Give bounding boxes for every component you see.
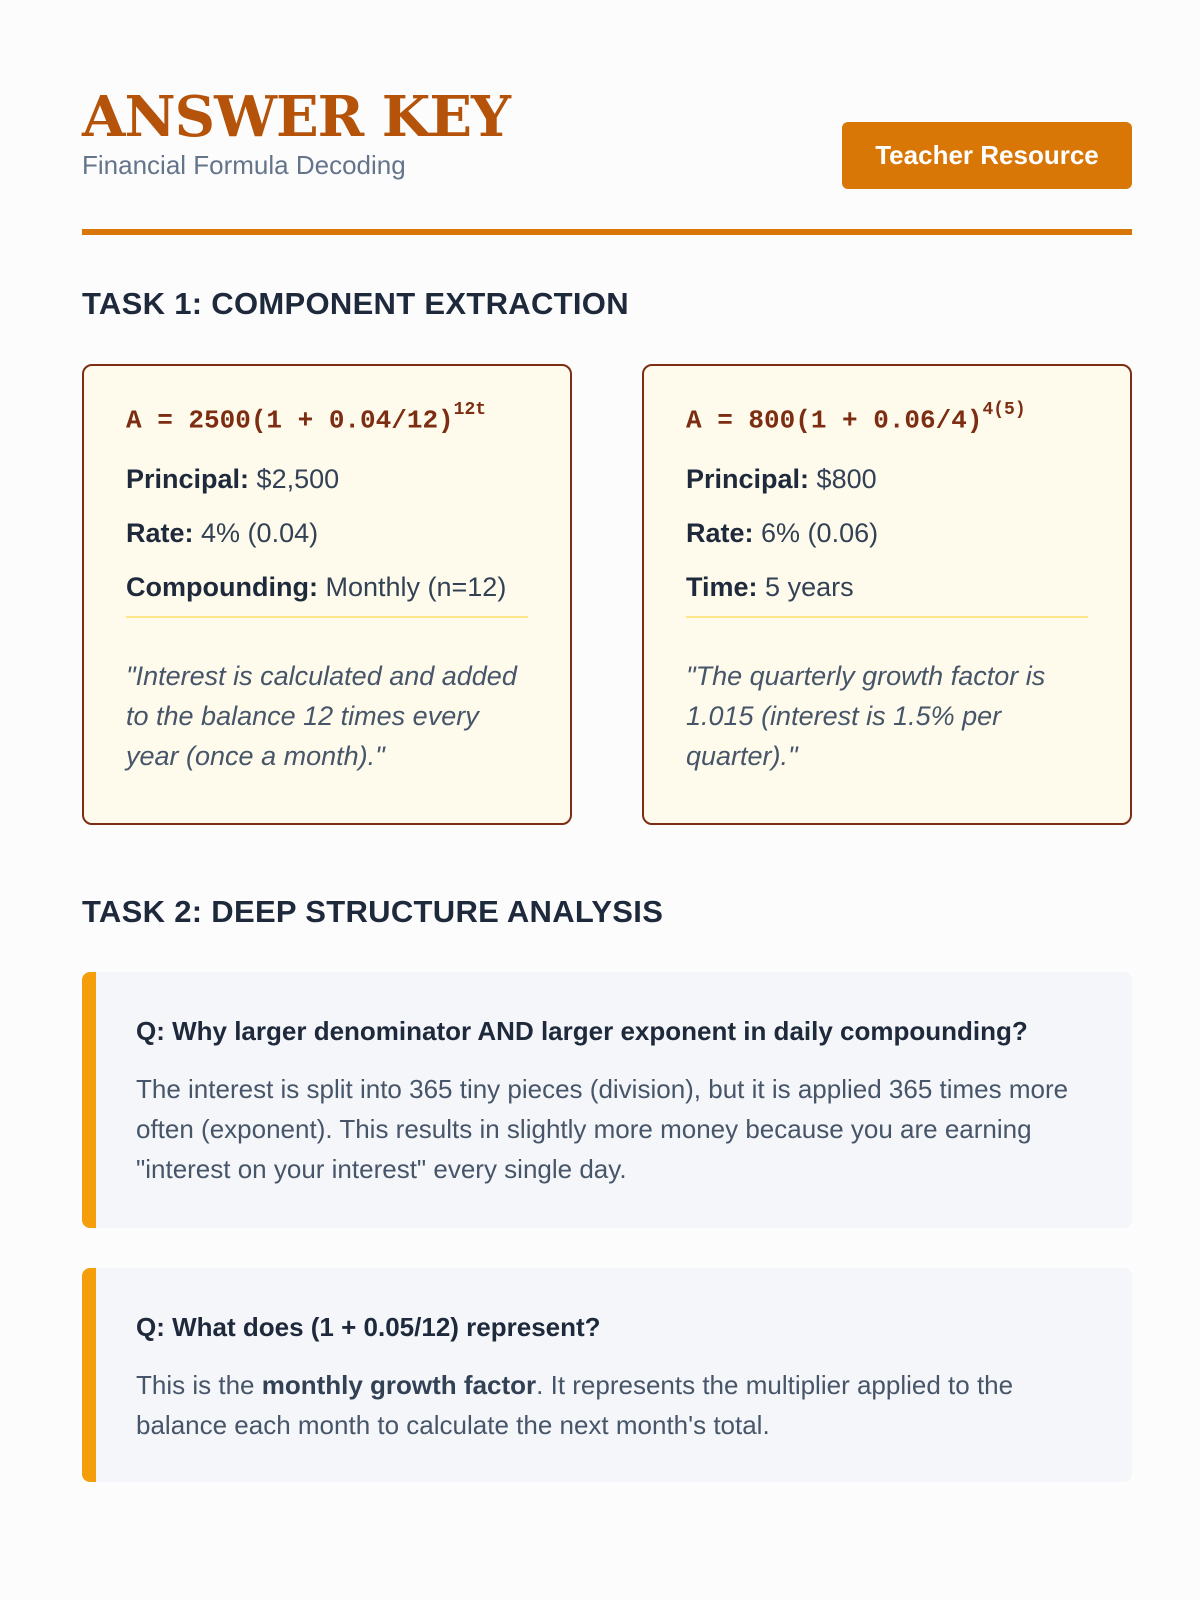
formula-base: A = 800(1 + 0.06/4) bbox=[686, 405, 983, 436]
answer-emphasis: monthly growth factor bbox=[261, 1370, 537, 1400]
formula-exponent: 12t bbox=[453, 400, 487, 420]
qa-answer bbox=[136, 1365, 1092, 1445]
field-label: Time: bbox=[686, 572, 758, 602]
field-value: 5 years bbox=[765, 572, 854, 602]
card-quote: "Interest is calculated and added to the balance 12 times every year (once a month)." bbox=[126, 661, 517, 771]
qa-question: Q: What does (1 + 0.05/12) represent? bbox=[136, 1312, 601, 1342]
answer-text: . It represents the multiplier applied to the balance each month to calculate the next month's total. bbox=[136, 1370, 1014, 1440]
field-label: Compounding: bbox=[126, 572, 318, 602]
qa-block bbox=[82, 1268, 1132, 1482]
formula-card bbox=[642, 364, 1132, 825]
qa-block bbox=[82, 972, 1132, 1228]
page-title: ANSWER KEY bbox=[82, 84, 511, 150]
task2-title: TASK 2: DEEP STRUCTURE ANALYSIS bbox=[82, 894, 664, 929]
field-value: $800 bbox=[816, 464, 877, 494]
page-header bbox=[82, 80, 1132, 230]
rate-field bbox=[126, 518, 528, 572]
principal-field bbox=[126, 464, 528, 518]
formula bbox=[126, 400, 528, 464]
field-value: 4% (0.04) bbox=[201, 518, 319, 548]
field-label: Principal: bbox=[686, 464, 810, 494]
teacher-resource-badge: Teacher Resource bbox=[842, 122, 1132, 189]
formula-card bbox=[82, 364, 572, 825]
formula-exponent: 4(5) bbox=[982, 400, 1026, 420]
page-subtitle: Financial Formula Decoding bbox=[82, 150, 406, 180]
answer-text: This is the bbox=[136, 1370, 262, 1400]
field-value: 6% (0.06) bbox=[761, 518, 879, 548]
card-divider bbox=[686, 616, 1088, 618]
field-label: Rate: bbox=[686, 518, 754, 548]
formula bbox=[686, 400, 1088, 464]
rate-field bbox=[686, 518, 1088, 572]
field-label: Rate: bbox=[126, 518, 194, 548]
card-quote: "The quarterly growth factor is 1.015 (interest is 1.5% per quarter)." bbox=[686, 661, 1046, 771]
qa-answer: The interest is split into 365 tiny pieces (division), but it is applied 365 times more often (exponent). This results in slightly more money because you are earning "interest on your interest" every single day. bbox=[136, 1074, 1069, 1184]
principal-field bbox=[686, 464, 1088, 518]
header-divider bbox=[82, 229, 1132, 235]
task1-cards bbox=[82, 364, 1132, 829]
formula-base: A = 2500(1 + 0.04/12) bbox=[126, 405, 454, 436]
task1-title: TASK 1: COMPONENT EXTRACTION bbox=[82, 286, 629, 321]
qa-question: Q: Why larger denominator AND larger exponent in daily compounding? bbox=[136, 1016, 1028, 1046]
field-value: Monthly (n=12) bbox=[325, 572, 507, 602]
card-divider bbox=[126, 616, 528, 618]
field-value: $2,500 bbox=[256, 464, 340, 494]
field-label: Principal: bbox=[126, 464, 250, 494]
